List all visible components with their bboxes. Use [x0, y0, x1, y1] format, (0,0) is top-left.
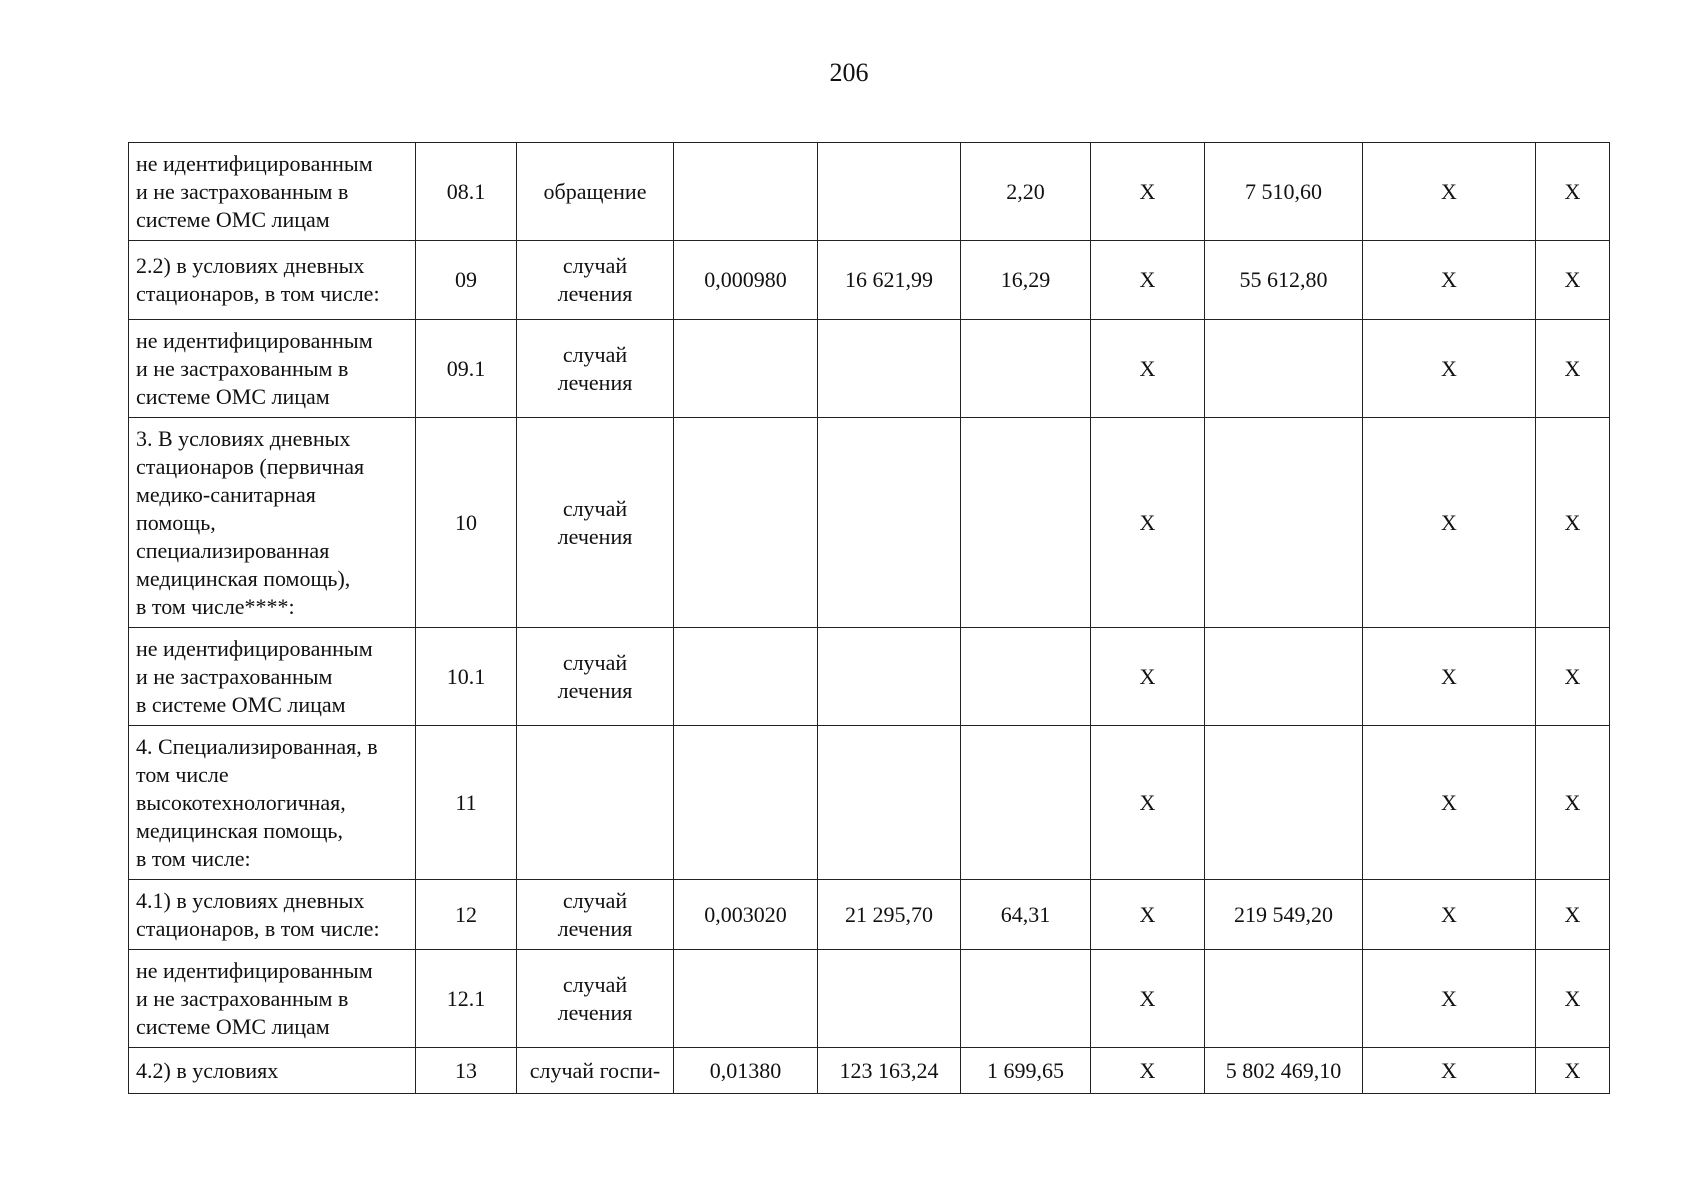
row-value-cell: 2,20 [961, 143, 1091, 241]
row-value-cell [1205, 726, 1363, 880]
table-row [129, 418, 1610, 628]
table-row [129, 241, 1610, 320]
row-value-cell: Х [1536, 880, 1610, 950]
table-row [129, 143, 1610, 241]
row-value-cell [961, 726, 1091, 880]
row-value-cell [818, 628, 961, 726]
row-value-cell: Х [1091, 628, 1205, 726]
row-value-cell: 16,29 [961, 241, 1091, 320]
row-value-cell: Х [1536, 1048, 1610, 1094]
row-value-cell: Х [1091, 1048, 1205, 1094]
row-code-cell: 13 [416, 1048, 517, 1094]
row-value-cell [1205, 950, 1363, 1048]
row-value-cell: Х [1536, 320, 1610, 418]
table-row [129, 950, 1610, 1048]
row-value-cell [818, 726, 961, 880]
row-code-cell: 10.1 [416, 628, 517, 726]
row-value-cell [961, 628, 1091, 726]
row-value-cell [818, 418, 961, 628]
row-value-cell: 123 163,24 [818, 1048, 961, 1094]
row-value-cell: Х [1536, 726, 1610, 880]
row-value-cell: Х [1363, 880, 1536, 950]
table-row [129, 628, 1610, 726]
page-number: 206 [829, 58, 869, 87]
row-value-cell [674, 628, 818, 726]
row-value-cell [818, 143, 961, 241]
row-value-cell: Х [1091, 880, 1205, 950]
row-value-cell: Х [1536, 418, 1610, 628]
row-value-cell [674, 320, 818, 418]
row-value-cell: Х [1091, 950, 1205, 1048]
row-code-cell: 11 [416, 726, 517, 880]
row-value-cell: Х [1536, 241, 1610, 320]
row-code-cell: 10 [416, 418, 517, 628]
row-code-cell: 08.1 [416, 143, 517, 241]
row-value-cell: 16 621,99 [818, 241, 961, 320]
row-value-cell: Х [1091, 418, 1205, 628]
row-name-cell: 4.2) в условиях [129, 1048, 416, 1094]
row-name-cell: не идентифицированным и не застрахованным в системе ОМС лицам [129, 950, 416, 1048]
row-code-cell: 09.1 [416, 320, 517, 418]
row-unit-cell: обращение [517, 143, 674, 241]
row-value-cell [674, 143, 818, 241]
row-value-cell: 5 802 469,10 [1205, 1048, 1363, 1094]
row-value-cell: Х [1363, 628, 1536, 726]
row-unit-cell: случай лечения [517, 418, 674, 628]
row-unit-cell: случай лечения [517, 241, 674, 320]
row-value-cell: Х [1363, 320, 1536, 418]
row-value-cell: 7 510,60 [1205, 143, 1363, 241]
row-value-cell: 0,000980 [674, 241, 818, 320]
row-name-cell: 4.1) в условиях дневных стационаров, в том числе: [129, 880, 416, 950]
row-value-cell: Х [1536, 143, 1610, 241]
row-value-cell: 55 612,80 [1205, 241, 1363, 320]
row-unit-cell: случай лечения [517, 950, 674, 1048]
row-name-cell: 4. Специализированная, в том числе высокотехнологичная, медицинская помощь, в том числе: [129, 726, 416, 880]
row-value-cell [674, 418, 818, 628]
row-value-cell: 1 699,65 [961, 1048, 1091, 1094]
table-row [129, 726, 1610, 880]
table-row [129, 880, 1610, 950]
row-unit-cell: случай лечения [517, 628, 674, 726]
row-value-cell [1205, 418, 1363, 628]
row-value-cell [674, 950, 818, 1048]
row-value-cell: 0,01380 [674, 1048, 818, 1094]
row-name-cell: не идентифицированным и не застрахованным в системе ОМС лицам [129, 628, 416, 726]
row-value-cell [1205, 320, 1363, 418]
row-value-cell [674, 726, 818, 880]
row-value-cell: Х [1091, 320, 1205, 418]
row-name-cell: не идентифицированным и не застрахованным в системе ОМС лицам [129, 320, 416, 418]
row-code-cell: 09 [416, 241, 517, 320]
row-value-cell: Х [1091, 241, 1205, 320]
row-value-cell: 64,31 [961, 880, 1091, 950]
row-value-cell: Х [1536, 950, 1610, 1048]
row-value-cell: 21 295,70 [818, 880, 961, 950]
row-unit-cell: случай лечения [517, 880, 674, 950]
row-unit-cell: случай госпи- [517, 1048, 674, 1094]
table-row [129, 1048, 1610, 1094]
data-table [128, 142, 1610, 1094]
row-unit-cell [517, 726, 674, 880]
row-value-cell: Х [1363, 143, 1536, 241]
row-name-cell: 2.2) в условиях дневных стационаров, в том числе: [129, 241, 416, 320]
row-value-cell: 219 549,20 [1205, 880, 1363, 950]
row-value-cell [961, 320, 1091, 418]
row-value-cell: Х [1091, 143, 1205, 241]
row-value-cell: Х [1363, 950, 1536, 1048]
row-value-cell [818, 950, 961, 1048]
row-name-cell: не идентифицированным и не застрахованным в системе ОМС лицам [129, 143, 416, 241]
row-code-cell: 12.1 [416, 950, 517, 1048]
row-value-cell: Х [1536, 628, 1610, 726]
row-value-cell: Х [1363, 418, 1536, 628]
row-value-cell: Х [1363, 1048, 1536, 1094]
row-value-cell [961, 418, 1091, 628]
row-value-cell [1205, 628, 1363, 726]
row-unit-cell: случай лечения [517, 320, 674, 418]
row-value-cell [818, 320, 961, 418]
row-value-cell: Х [1091, 726, 1205, 880]
row-value-cell: Х [1363, 241, 1536, 320]
table-row [129, 320, 1610, 418]
row-name-cell: 3. В условиях дневных стационаров (первичная медико-санитарная помощь, специализированная медицинская помощь), в том числе****: [129, 418, 416, 628]
row-value-cell [961, 950, 1091, 1048]
row-value-cell: 0,003020 [674, 880, 818, 950]
row-code-cell: 12 [416, 880, 517, 950]
row-value-cell: Х [1363, 726, 1536, 880]
